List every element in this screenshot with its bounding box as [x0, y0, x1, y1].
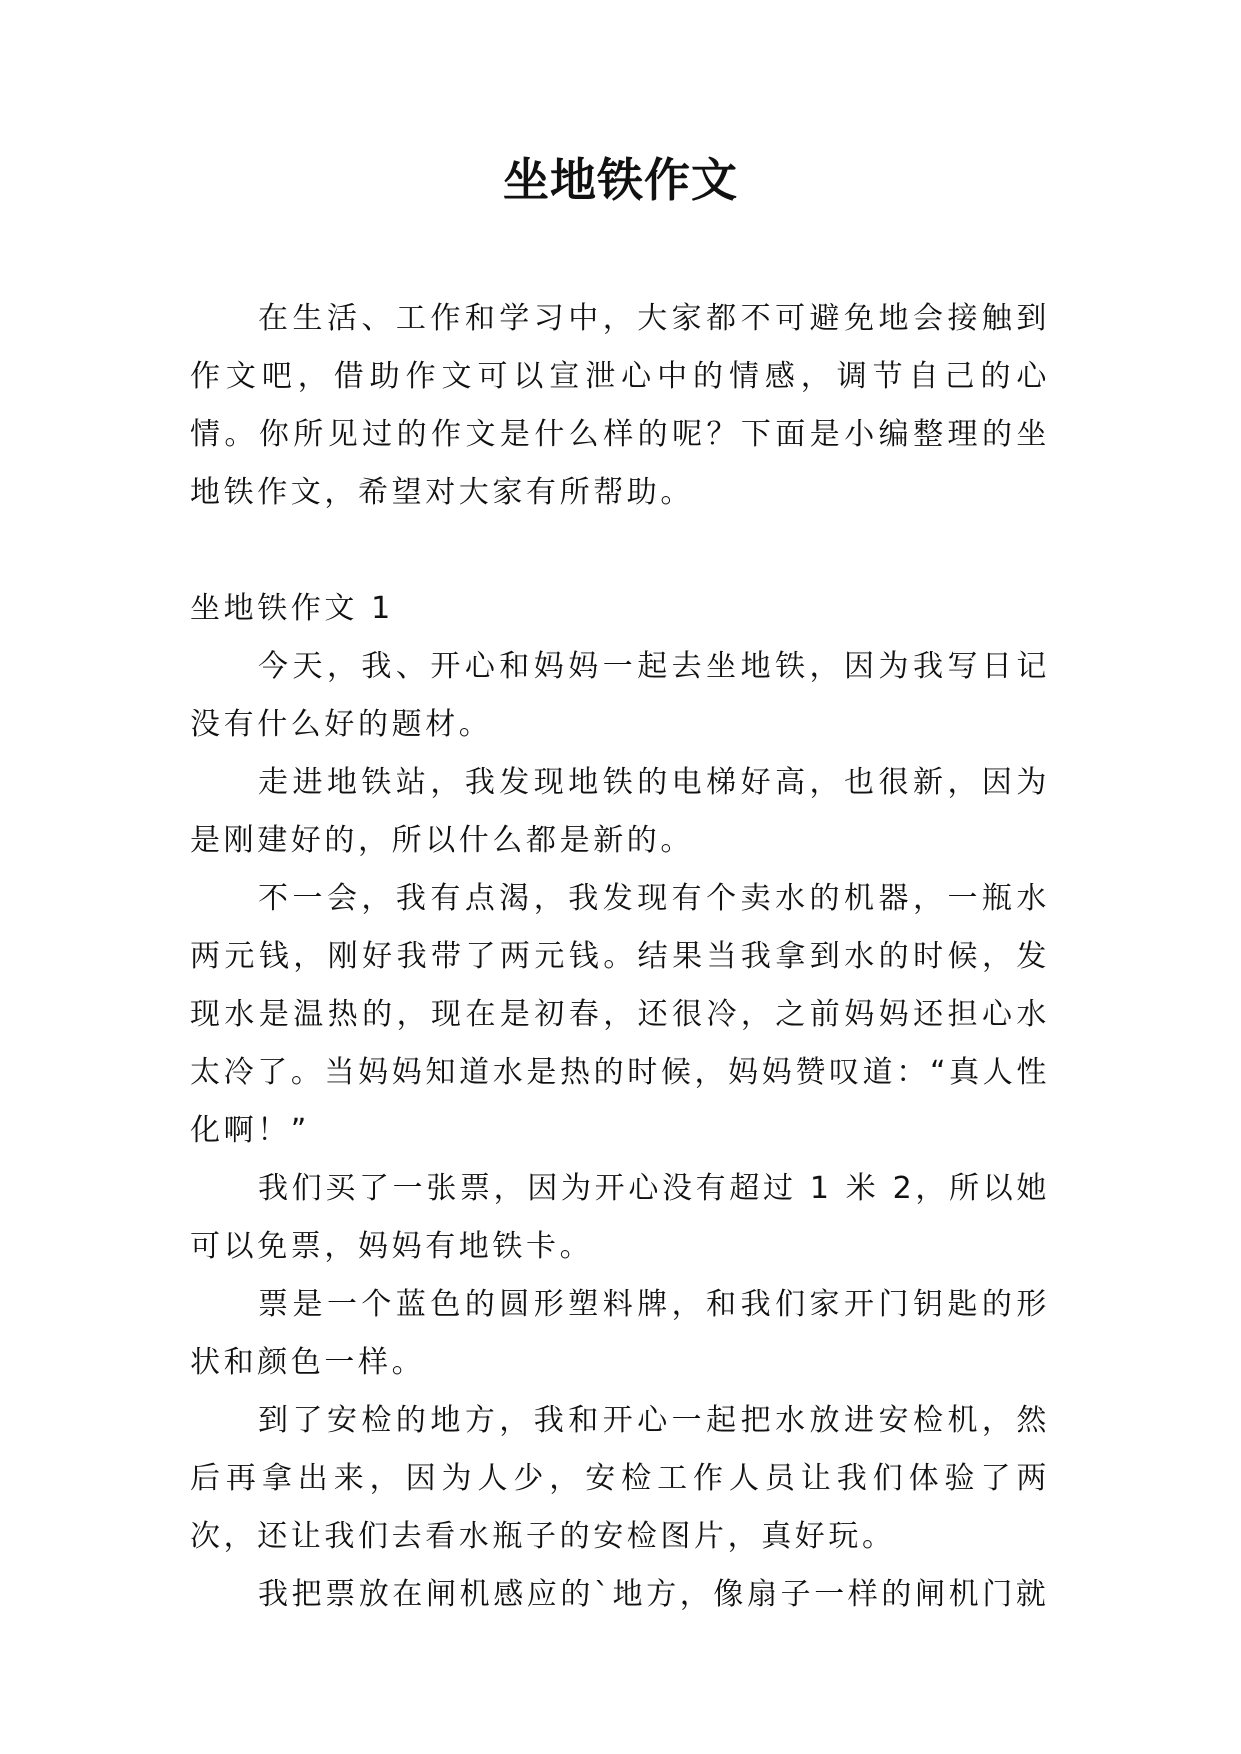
- essay-section: [190, 580, 1050, 1624]
- essay-paragraph: 票是一个蓝色的圆形塑料牌，和我们家开门钥匙的形状和颜色一样。: [190, 1287, 1050, 1380]
- section-heading: 坐地铁作文 1: [190, 591, 394, 626]
- document-title: 坐地铁作文: [503, 153, 738, 207]
- intro-paragraph: 在生活、工作和学习中，大家都不可避免地会接触到作文吧，借助作文可以宣泄心中的情感，调节自己的心情。你所见过的作文是什么样的呢？下面是小编整理的坐地铁作文，希望对大家有所帮助。: [190, 301, 1050, 510]
- essay-paragraph: 走进地铁站，我发现地铁的电梯好高，也很新，因为是刚建好的，所以什么都是新的。: [190, 765, 1050, 858]
- essay-paragraph: 我把票放在闸机感应的`地方，像扇子一样的闸机门就: [258, 1577, 1050, 1612]
- essay-paragraph: 到了安检的地方，我和开心一起把水放进安检机，然后再拿出来，因为人少，安检工作人员让我们体验了两次，还让我们去看水瓶子的安检图片，真好玩。: [190, 1403, 1050, 1554]
- essay-paragraph: 不一会，我有点渴，我发现有个卖水的机器，一瓶水两元钱，刚好我带了两元钱。结果当我拿到水的时候，发现水是温热的，现在是初春，还很冷，之前妈妈还担心水太冷了。当妈妈知道水是热的时候，妈妈赞叹道：“真人性化啊！”: [190, 881, 1050, 1148]
- intro-block: [190, 290, 1050, 522]
- essay-paragraph: 我们买了一张票，因为开心没有超过 1 米 2，所以她可以免票，妈妈有地铁卡。: [190, 1171, 1050, 1264]
- essay-paragraph: 今天，我、开心和妈妈一起去坐地铁，因为我写日记没有什么好的题材。: [190, 649, 1050, 742]
